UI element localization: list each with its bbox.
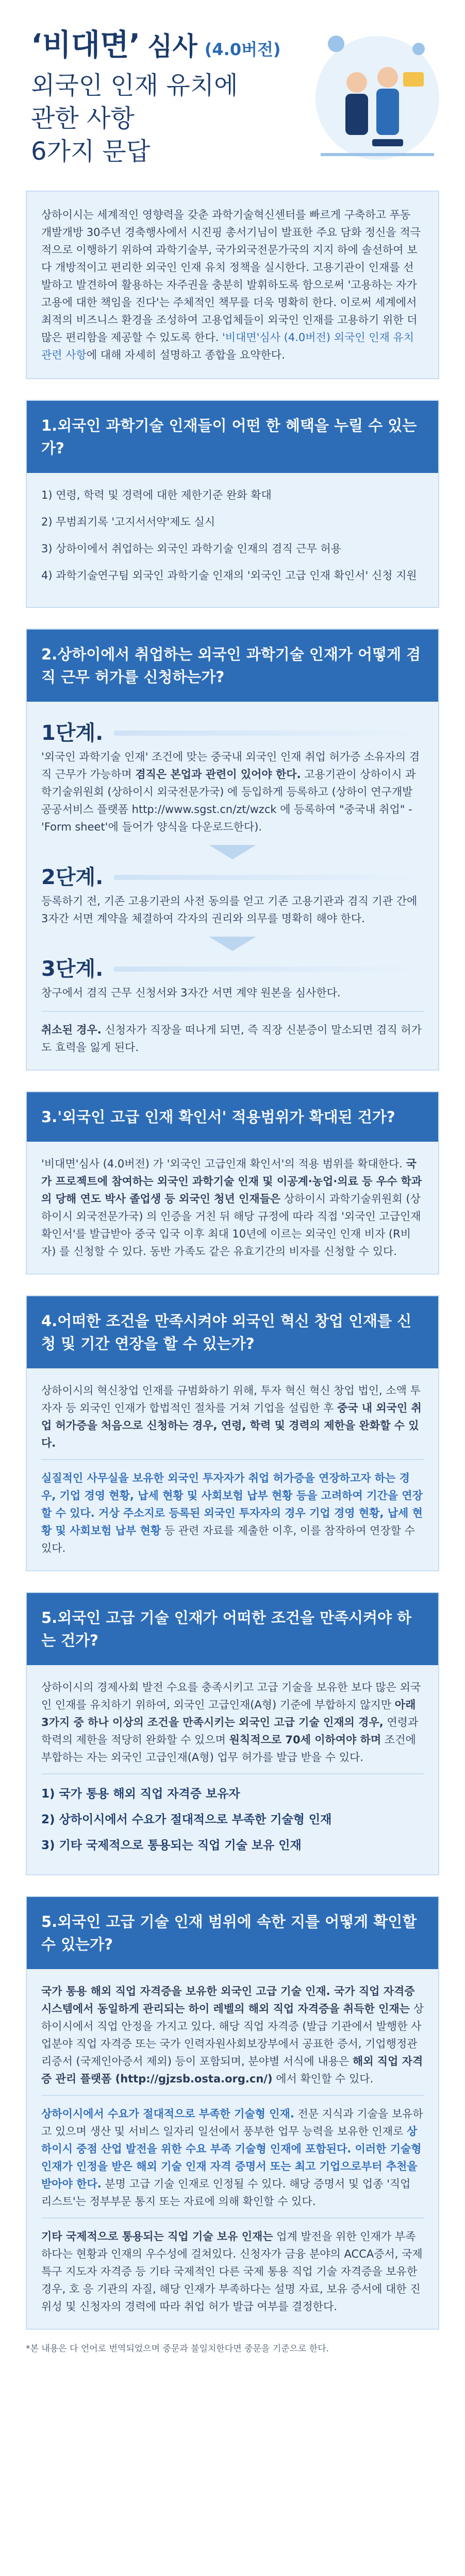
section-3-text-a: '비대면'심사 (4.0버전) 가 '외국인 고급인재 확인서'의 적용 범위를 확대한다.: [41, 1158, 406, 1170]
intro-box: [26, 191, 439, 379]
step-2-text: 등록하기 전, 기존 고용기관의 사전 동의를 얻고 기존 고용기관과 겸직 기관 간에 3자간 서면 계약을 체결하여 각자의 권리와 의무를 명확히 해야 한다.: [41, 895, 418, 925]
section-5-title-text: 5.외국인 고급 기술 인재가 어떠한 조건을 만족시켜야 하는 건가?: [41, 1609, 412, 1649]
section-6-p1-c: 해외 직업 자격증 관리 플랫폼 (http://gjzsb.osta.org.cn/): [41, 2055, 423, 2085]
section-1: [26, 400, 439, 608]
step-1-text-a: '외국인 과학기술 인재' 조건에 맞는 중국내 외국인 인재 취업 허가증 소유자의 겸직 근무가 가능하며: [41, 751, 420, 781]
section-6-para-3: [41, 2217, 424, 2315]
section-5-text-d: 원칙적으로 70세 이하여야 하며: [229, 1734, 381, 1746]
down-arrow-icon: [209, 845, 256, 859]
section-4: [26, 1295, 439, 1571]
section-4-text-a: 상하이시의 혁신창업 인재를 규범화하기 위해, 투자 혁신 혁신 창업 법인, 소액 투자자 등 외국인 인재가 합법적인 절차를 거쳐 기업을 설립한 후: [41, 1384, 421, 1414]
list-item: 4) 과학기술연구팀 외국인 과학기술 인재의 '외국인 고급 인재 확인서' 신청 지원: [41, 569, 417, 582]
section-5-body: [27, 1665, 438, 1874]
step-2-label: 2단계.: [41, 866, 104, 889]
section-6-title-text: 5.외국인 고급 기술 인재 범위에 속한 지를 어떻게 확인할 수 있는가?: [41, 1913, 417, 1953]
section-6-p1-d: 에서 확인할 수 있다.: [272, 2073, 374, 2085]
section-6-p1-a: 국가 통용 해외 직업 자격증을 보유한 외국인 고급 기술 인재. 국가 직업 자격증 시스템에서 동일하게 관리되는 하이 레벨의 해외 직업 자격증을 취득한 인재는: [41, 1985, 415, 2015]
step-bar: [113, 731, 424, 736]
section-4-title-text: 4.어떠한 조건을 만족시켜야 외국인 혁신 창업 인재를 신청 및 기간 연장을 할 수 있는가?: [41, 1312, 412, 1352]
section-2-title-text: 2.상하이에서 취업하는 외국인 과학기술 인재가 어떻게 겸직 근무 허가를 신청하는가?: [41, 646, 421, 686]
section-6-p3-a: 기타 국제적으로 통용되는 직업 기술 보유 인재는: [41, 2230, 273, 2243]
section-6-p1-b: 상하이시에서 직업 안정을 가지고 있다. 해당 직업 자격증 (발급 기관에서 발행한 사업분야 직업 자격증 또는 국가 인력자원사회보장부에서 공표한 증서, 기업행정관리증서 (국제인아증서 제외) 등이 포함되며, 분야별 서식에 내용은: [41, 2003, 424, 2067]
section-3-title-text: 3.'외국인 고급 인재 확인서' 적용범위가 확대된 건가?: [41, 1108, 395, 1126]
step-bar: [113, 875, 424, 880]
down-arrow-icon: [209, 937, 256, 951]
intro-text-c: 에 대해 자세히 설명하고 종합을 요약한다.: [86, 349, 285, 361]
section-2-title: [27, 630, 438, 702]
intro-text-a: 상하이시는 세계적인 영향력을 갖춘 과학기술혁신센터를 빠르게 구축하고 푸동 개발개방 30주년 경축행사에서 시진핑 총서기님이 발표한 주요 담화 정신을 적극적으로 이행하기 위하여 과학기술부, 국가외국전문가국의 지지 하에 솔선하여 보다 개방적이고 편리한 외국인 인재 유치 정책을 실시한다. 고용기관이 인재를 선발하고 발견하여 활용하는 자주권을 충분히 발휘하도록 함으로써 '고용하는 자가 고용에 대한 책임을 진다'는 주체적인 책무를 더욱 명확히 한다. 이로써 세계에서 최적의 비즈니스 환경을 조성하여 고용업체들이 외국인 인재를 고용하기 위한 더 많은 편리함을 제공할 수 있도록 한다.: [41, 209, 421, 344]
step-1-text: [41, 748, 424, 836]
section-6-p2-d: 분명 고급 기술 인재로 인정될 수 있다. 해당 증명서 및 업종 '직업 리스트'는 정부부문 통지 또는 자료에 의해 확인할 수 있다.: [41, 2178, 411, 2208]
section-2: [26, 629, 439, 1071]
header: [0, 0, 465, 185]
section-5-list: [41, 1773, 424, 1856]
title-quote: ‘비대면’: [31, 27, 141, 62]
cancel-label: 취소된 경우.: [41, 1024, 102, 1036]
section-6-p2-a: 상하이시에서 수요가 절대적으로 부족한 기술형 인재.: [41, 2108, 294, 2120]
section-6-title: [27, 1897, 438, 1969]
list-item: 3) 상하이에서 취업하는 외국인 과학기술 인재의 겸직 근무 허용: [41, 543, 342, 555]
step-3-label: 3단계.: [41, 957, 104, 981]
people-illustration-icon: [300, 21, 450, 175]
section-2-body: [27, 702, 438, 1070]
section-4-text-c: 실질적인 사무실을 보유한 외국인 투자자가 취업 허가증을 연장하고자 하는 경우, 기업 경영 현황, 납세 현황 및 사회보험 납부 현황 등을 고려하여 기간을 연장할 수 있다. 거상 주소지로 등록된 외국인 투자자의 경우 기업 경영 현황, 납세 현황 및 사회보험 납부 현황: [41, 1472, 423, 1537]
list-item: 3) 기타 국제적으로 통용되는 직업 기술 보유 인재: [41, 1839, 302, 1852]
cancel-text: 신청자가 직장을 떠나게 되면, 즉 직장 신분증이 말소되면 겸직 허가도 효력을 잃게 된다.: [41, 1024, 422, 1054]
step-1-text-c: 고용기관이 상하이시 과학기술위원회 (상하이시 외국전문가국) 에 등입하게 등록하고 (상하이 연구개발 공공서비스 플랫폼 http://www.sgst.cn/zt/wzck 에 등록하여 "중국내 취업" - 'Form sheet'에 들어가 양식을 다운로드한다).: [41, 768, 416, 833]
section-1-title: [27, 401, 438, 473]
list-item: 1) 연령, 학력 및 경력에 대한 제한기준 완화 확대: [41, 489, 272, 501]
section-6-p2-b: 전문 지식과 기술을 보유하고 있으며 생산 및 서비스 일자리 일선에서 풍부한 업무 능력을 보유한 인재로: [41, 2108, 423, 2138]
section-4-title: [27, 1296, 438, 1368]
section-5-para-1: [41, 1679, 424, 1766]
section-3: [26, 1091, 439, 1275]
step-1-title: [41, 721, 424, 745]
section-4-para-2: [41, 1459, 424, 1557]
section-3-text-b: 국가 프로젝트에 참여하는 외국인 과학기술 인재 및 이공계·농업·의료 등 우수 학과의 당해 연도 박사 졸업생 등 외국인 청년 인재들은: [41, 1158, 422, 1205]
section-5-text-a: 상하이시의 경제사회 발전 수요를 충족시키고 고급 기술을 보유한 보다 많은 외국인 인재를 유치하기 위하여, 외국인 고급인재(A형) 기준에 부합하지 않지만: [41, 1681, 421, 1711]
step-3-title: [41, 957, 424, 981]
intro-text-b: '비대면'심사 (4.0버전) 외국인 인재 유치 관련 사항: [41, 331, 414, 361]
section-3-title: [27, 1092, 438, 1142]
step-2-title: [41, 866, 424, 889]
section-5-title: [27, 1593, 438, 1665]
section-6-body: [27, 1969, 438, 2329]
step-bar: [113, 967, 424, 972]
list-item: 2) 상하이시에서 수요가 절대적으로 부족한 기술형 인재: [41, 1813, 332, 1826]
section-5-text-b: 아래 3가지 중 하나 이상의 조건을 만족시키는 외국인 고급 기술 인재의 경우,: [41, 1699, 416, 1728]
section-4-text-b: 중국 내 외국인 취업 허가증을 처음으로 신청하는 경우, 연령, 학력 및 경력의 제한을 완화할 수 있다.: [41, 1402, 422, 1449]
section-6: [26, 1896, 439, 2330]
section-1-body: [27, 473, 438, 607]
section-4-text-d: 등 관련 자료를 제출한 이후, 이를 참작하여 연장할 수 있다.: [41, 1524, 415, 1554]
section-6-para-2: [41, 2095, 424, 2210]
section-1-title-text: 1.외국인 과학기술 인재들이 어떤 한 혜택을 누릴 수 있는가?: [41, 417, 417, 457]
section-4-body: [27, 1368, 438, 1570]
section-3-text-c: 상하이시 과학기술위원회 (상하이시 외국전문가국) 의 인증을 거친 뒤 해당 규정에 따라 직접 '외국인 고급인재 확인서'를 발급받아 중국 입국 이후 최대 10년에 이르는 외국인 인재 비자 (R비자) 를 신청할 수 있다. 동반 가족도 같은 유효기간의 비자를 신청할 수 있다.: [41, 1193, 421, 1258]
subtitle-line1: 외국인 인재 유치에: [31, 71, 238, 100]
list-item: 2) 무범죄기록 '고지서서약'제도 실시: [41, 516, 215, 528]
section-3-body: [27, 1142, 438, 1274]
list-item: 1) 국가 통용 해외 직업 자격증 보유자: [41, 1787, 240, 1801]
step-1-label: 1단계.: [41, 721, 104, 745]
section-4-para-1: [41, 1382, 424, 1452]
section-6-para-1: [41, 1982, 424, 2088]
section-5-text-c: 연령과 학력의 제한을 적당히 완화할 수 있으며: [41, 1716, 419, 1746]
section-6-p2-c: 상하이시 중점 산업 발전을 위한 수요 부족 기술형 인재에 포함된다. 이러한 기술형 인재가 인정을 받은 해외 기술 인재 자격 증명서 또는 최고 기업으로부터 추천을 받아야 한다.: [41, 2125, 422, 2190]
subtitle-line2: 관한 사항: [31, 104, 135, 133]
step-3-text: 창구에서 겸직 근무 신청서와 3자간 서면 계약 원본을 심사한다.: [41, 987, 341, 999]
subtitle-line3: 6가지 문답: [31, 137, 151, 166]
footnote: *본 내용은 다 언어로 번역되었으며 중문과 불일치한다면 중문을 기준으로 한다.: [26, 2344, 329, 2354]
cancel-note: [41, 1011, 424, 1056]
step-1-text-b: 겸직은 본업과 관련이 있어야 한다.: [135, 768, 301, 781]
section-5: [26, 1592, 439, 1875]
section-6-p3-b: 업계 발전을 위한 인재가 부족하다는 현황과 인재의 우수성에 걸쳐있다. 신청자가 금융 분야의 ACCA증서, 국제 특구 지도자 자격증 등 기타 국제적인 다른 국제 통용 직업 기술 자격증을 보유한 경우, 호 응 기관의 자질, 해당 인재가 부족하다는 설명 자료, 보유 증서에 대한 진위성 및 신청자의 경력에 따라 취업 허가 발급 여부를 결정한다.: [41, 2230, 423, 2313]
section-5-text-e: 조건에 부합하는 자는 외국인 고급인재(A형) 업무 허가를 발급 받을 수 있다.: [41, 1734, 416, 1764]
title-main: 심사: [147, 31, 197, 61]
title-version: (4.0버전): [204, 40, 281, 59]
